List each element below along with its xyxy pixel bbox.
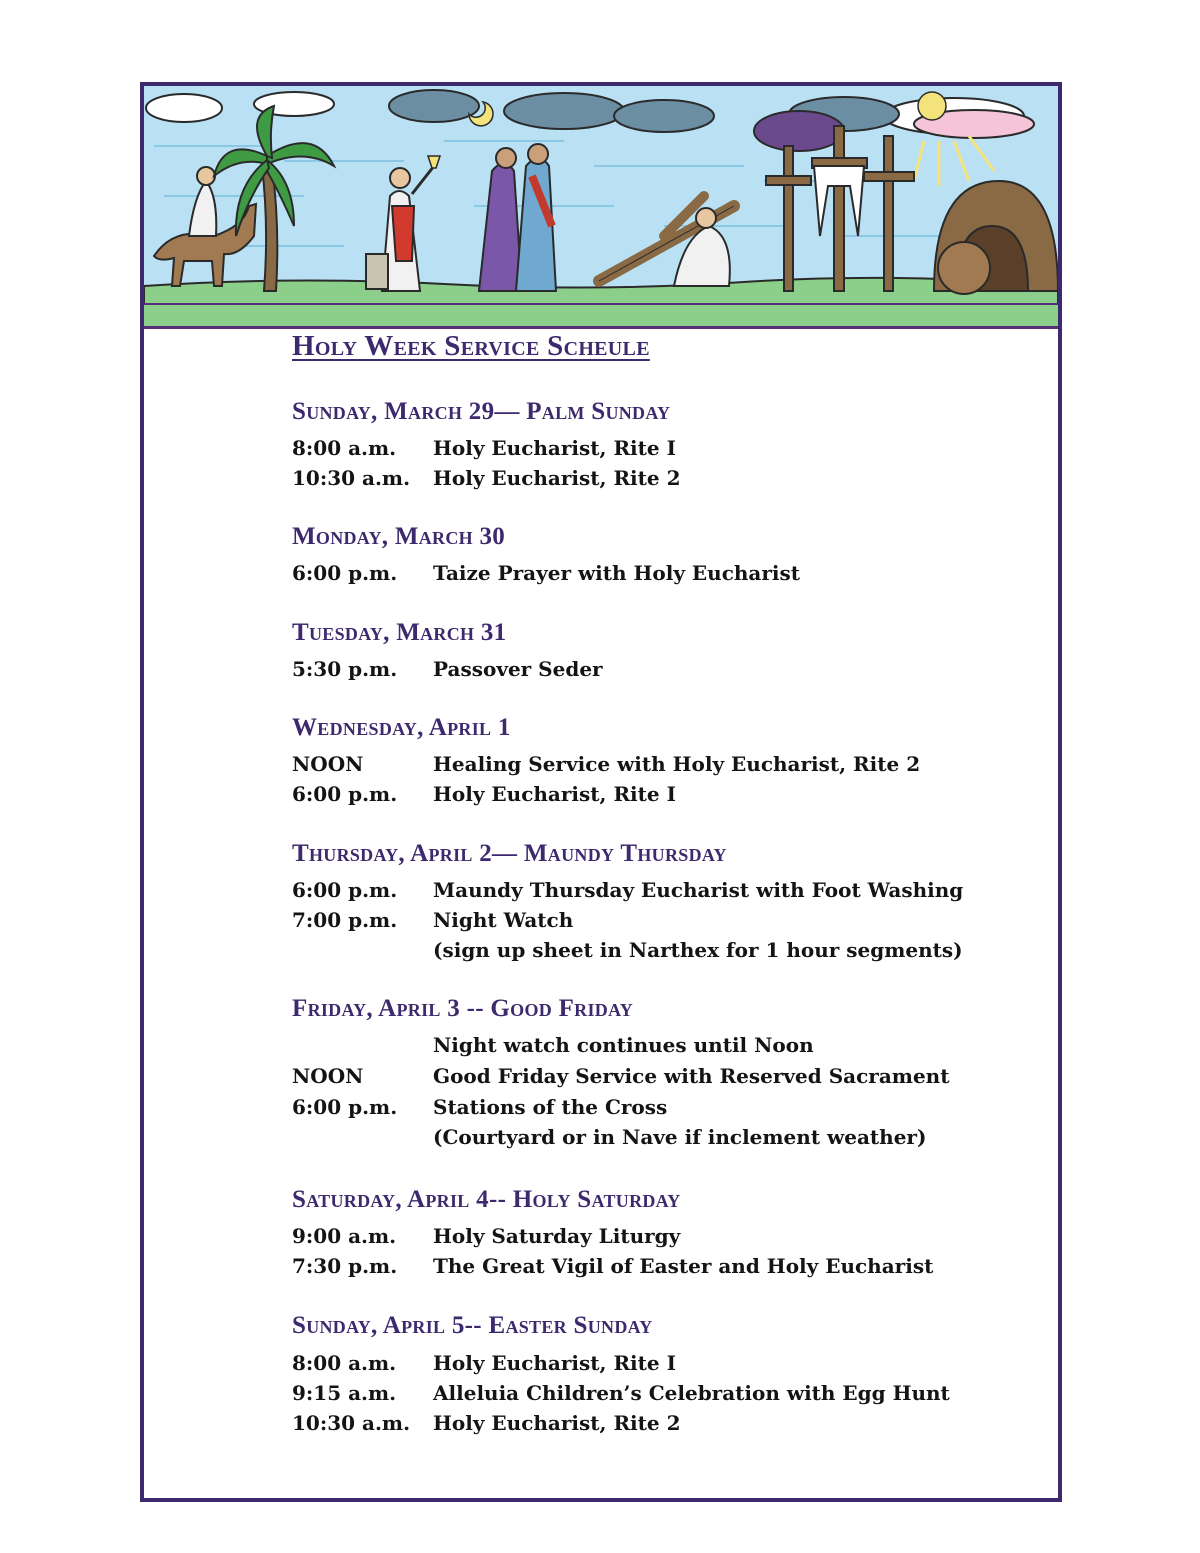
service-description: Holy Eucharist, Rite I <box>433 436 676 460</box>
day-heading: Tuesday, March 31 <box>292 619 507 646</box>
service-description: The Great Vigil of Easter and Holy Eucharist <box>433 1254 934 1278</box>
service-time: 7:00 p.m. <box>292 908 398 932</box>
day-heading: Monday, March 30 <box>292 523 506 550</box>
day-heading: Friday, April 3 -- Good Friday <box>292 995 634 1022</box>
page-frame <box>140 82 1062 1502</box>
service-time: 7:30 p.m. <box>292 1254 398 1278</box>
service-time: 8:00 a.m. <box>292 436 397 460</box>
day-heading: Wednesday, April 1 <box>292 714 511 741</box>
service-description: Stations of the Cross <box>433 1095 668 1119</box>
service-time: 6:00 p.m. <box>292 782 398 806</box>
service-time: 6:00 p.m. <box>292 1095 398 1119</box>
service-description: Night watch continues until Noon <box>433 1033 814 1057</box>
service-time: 10:30 a.m. <box>292 466 411 490</box>
service-description: Holy Eucharist, Rite I <box>433 1351 676 1375</box>
service-time: 8:00 a.m. <box>292 1351 397 1375</box>
service-description: Passover Seder <box>433 657 603 681</box>
service-description: Holy Saturday Liturgy <box>433 1224 681 1248</box>
service-description: Healing Service with Holy Eucharist, Rite 2 <box>433 752 921 776</box>
service-description: Night Watch <box>433 908 574 932</box>
service-description: Taize Prayer with Holy Eucharist <box>433 561 801 585</box>
service-description: Maundy Thursday Eucharist with Foot Washing <box>433 878 964 902</box>
service-description: Holy Eucharist, Rite 2 <box>433 466 681 490</box>
holy-week-illustration-icon <box>144 86 1058 329</box>
service-description: (Courtyard or in Nave if inclement weather) <box>433 1125 927 1149</box>
service-time: 10:30 a.m. <box>292 1411 411 1435</box>
service-time: 5:30 p.m. <box>292 657 398 681</box>
service-time: NOON <box>292 1064 364 1088</box>
service-description: Good Friday Service with Reserved Sacrament <box>433 1064 950 1088</box>
day-heading: Thursday, April 2— Maundy Thursday <box>292 840 727 867</box>
day-heading: Sunday, April 5-- Easter Sunday <box>292 1312 653 1339</box>
service-time: 6:00 p.m. <box>292 561 398 585</box>
service-time: 9:00 a.m. <box>292 1224 397 1248</box>
day-heading: Sunday, March 29— Palm Sunday <box>292 398 671 425</box>
service-description: (sign up sheet in Narthex for 1 hour segments) <box>433 938 963 962</box>
service-description: Holy Eucharist, Rite 2 <box>433 1411 681 1435</box>
service-time: 6:00 p.m. <box>292 878 398 902</box>
service-time: NOON <box>292 752 364 776</box>
service-description: Alleluia Children’s Celebration with Egg Hunt <box>433 1381 950 1405</box>
service-time: 9:15 a.m. <box>292 1381 397 1405</box>
day-heading: Saturday, April 4-- Holy Saturday <box>292 1186 681 1213</box>
page-title: Holy Week Service Scheule <box>292 330 650 362</box>
service-description: Holy Eucharist, Rite I <box>433 782 676 806</box>
